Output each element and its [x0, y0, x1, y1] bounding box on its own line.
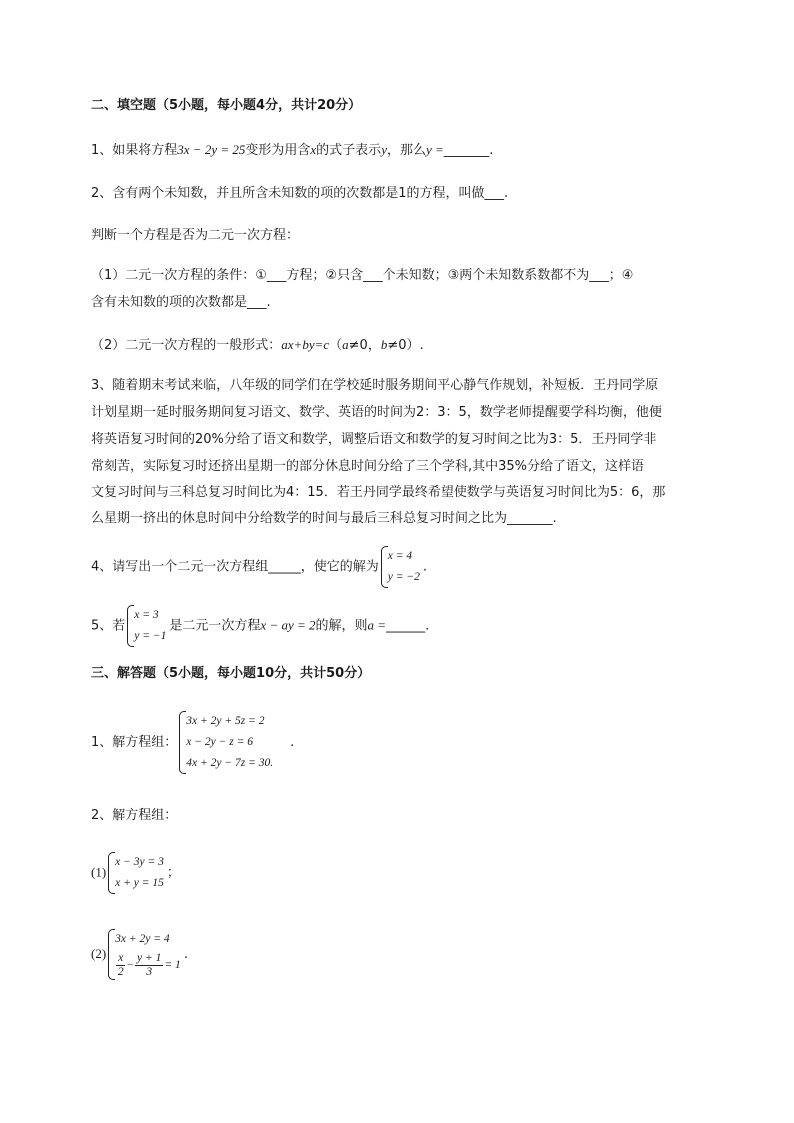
q4-text-a: 4、请写出一个二元一次方程组_____，使它的解为 [91, 559, 379, 575]
cond2-b: b [380, 337, 388, 352]
question-3-2-part-1 [91, 852, 180, 894]
question-2-3-line-1: 3、随着期末考试来临，八年级的同学们在学校延时服务期间平心静气作规划，补短板．王丹同学原 [91, 378, 659, 393]
condition-2 [91, 336, 424, 355]
s3q2-p1-eq-1: x − 3y = 3 [115, 856, 164, 868]
s3q1-text-a: 1、解方程组： [91, 735, 178, 750]
question-2-2: 2、含有两个未知数，并且所含未知数的项的次数都是1的方程，叫做___. [91, 186, 509, 201]
s3q2-p2-eq-2 [115, 950, 181, 980]
q5-text-b: 是二元一次方程 [169, 618, 261, 634]
question-3-2-part-2 [91, 926, 188, 983]
q5-a-eq: a = [367, 617, 387, 633]
judge-intro: 判断一个方程是否为二元一次方程： [91, 228, 300, 243]
s3q1-text-b: . [290, 735, 295, 750]
q4-eq-1: x = 4 [387, 550, 413, 562]
q1-answer-blank: _______. [443, 143, 494, 158]
question-2-3-line-2: 计划星期一延时服务期间复习语文、数学、英语的时间为2：3：5，数学老师提醒要学科均衡，他便 [91, 405, 662, 420]
q4-brace [381, 546, 388, 588]
q1-text-d: ，那么 [386, 143, 426, 158]
question-2-4 [91, 546, 427, 588]
s3q2-p2-minus: − [126, 959, 135, 971]
q1-equation: 3x − 2y = 25 [177, 142, 246, 157]
question-2-3-line-5: 文复习时间与三科总复习时间比为4：15．若王丹同学最终希望使数学与英语复习时间比为5：6，那 [91, 485, 666, 500]
q5-equation: x − ay = 2 [260, 617, 316, 633]
q5-text-a: 5、若 [91, 618, 126, 634]
q1-var-y: y [381, 142, 387, 157]
s3q2-p1-eq-2: x + y = 15 [115, 877, 164, 889]
s3q2-p2-system [108, 929, 181, 980]
s3q2-p2-brace [108, 929, 115, 980]
q1-var-x: x [310, 142, 317, 157]
s3q2-p2-frac-1 [116, 952, 125, 979]
q5-brace [127, 605, 134, 647]
s3q2-p2-label: (2) [91, 946, 107, 961]
question-2-3-line-4: 常刻苦，实际复习时还挤出星期一的部分休息时间分给了三个学科,其中35%分给了语文，这样语 [91, 459, 645, 474]
q5-eq-2: y = −1 [134, 630, 167, 642]
question-2-1 [91, 141, 493, 160]
s3q2-p1-system [108, 852, 164, 894]
s3q1-system [179, 711, 273, 774]
question-3-2-title: 2、解方程组： [91, 808, 178, 823]
q1-text-a: 1、如果将方程 [91, 143, 178, 158]
q1-y-eq: y = [425, 142, 444, 157]
cond2-text-b: （ [329, 338, 343, 353]
question-2-3-line-3: 将英语复习时间的20%分给了语文和数学，调整后语文和数学的复习时间之比为3：5．王丹同学非 [91, 432, 657, 447]
s3q1-eq-1: 3x + 2y + 5z = 2 [186, 715, 265, 727]
s3q2-p2-frac-1-den: 2 [117, 965, 124, 978]
q5-eq-1: x = 3 [134, 609, 159, 621]
cond2-text-a: （2）二元一次方程的一般形式： [91, 338, 282, 353]
q1-text-c: 的式子表示 [316, 143, 382, 158]
question-2-3-line-6: 么星期一挤出的休息时间中分给数学的时间与最后三科总复习时间之比为_______. [91, 511, 557, 526]
question-2-5 [91, 605, 429, 647]
s3q1-brace [179, 711, 186, 774]
s3q1-eq-2: x − 2y − z = 6 [186, 736, 253, 748]
s3q2-p2-eq-1: 3x + 2y = 4 [115, 933, 170, 945]
q4-text-b: . [422, 559, 428, 575]
q1-text-b: 变形为用含 [245, 143, 311, 158]
s3q2-p1-end: ； [166, 865, 180, 881]
s3q2-p1-label: (1) [91, 864, 107, 880]
q5-solution-system [127, 605, 166, 647]
s3q2-p2-end: . [183, 947, 188, 962]
s3q2-p2-frac-2 [135, 952, 163, 979]
s3q2-p2-frac-2-den: 3 [146, 965, 153, 978]
cond2-neq-2: ≠0）. [387, 338, 424, 353]
condition-1-line-1: （1）二元一次方程的条件：①___方程；②只含___个未知数；③两个未知数系数都不为___；④ [91, 268, 634, 283]
condition-1-line-2: 含有未知数的项的次数都是___. [91, 295, 271, 310]
section-3-heading: 三、解答题（5小题，每小题10分，共计50分） [91, 666, 371, 681]
q4-eq-2: y = −2 [387, 571, 420, 583]
q4-solution-system [381, 546, 420, 588]
cond2-a: a [342, 337, 349, 352]
q5-answer-blank: ______. [386, 618, 430, 634]
s3q1-eq-3: 4x + 2y − 7z = 30. [186, 757, 274, 769]
cond2-equation: ax+by=c [281, 337, 330, 352]
s3q2-p1-brace [108, 852, 115, 894]
q5-text-c: 的解，则 [315, 618, 368, 634]
s3q2-p2-frac-1-num: x [118, 951, 124, 964]
s3q2-p2-rhs: = 1 [164, 959, 181, 971]
question-3-1 [91, 710, 294, 776]
cond2-neq-1: ≠0， [348, 338, 381, 353]
section-2-heading: 二、填空题（5小题，每小题4分，共计20分） [91, 98, 362, 113]
s3q2-p2-frac-2-num: y + 1 [137, 951, 162, 964]
